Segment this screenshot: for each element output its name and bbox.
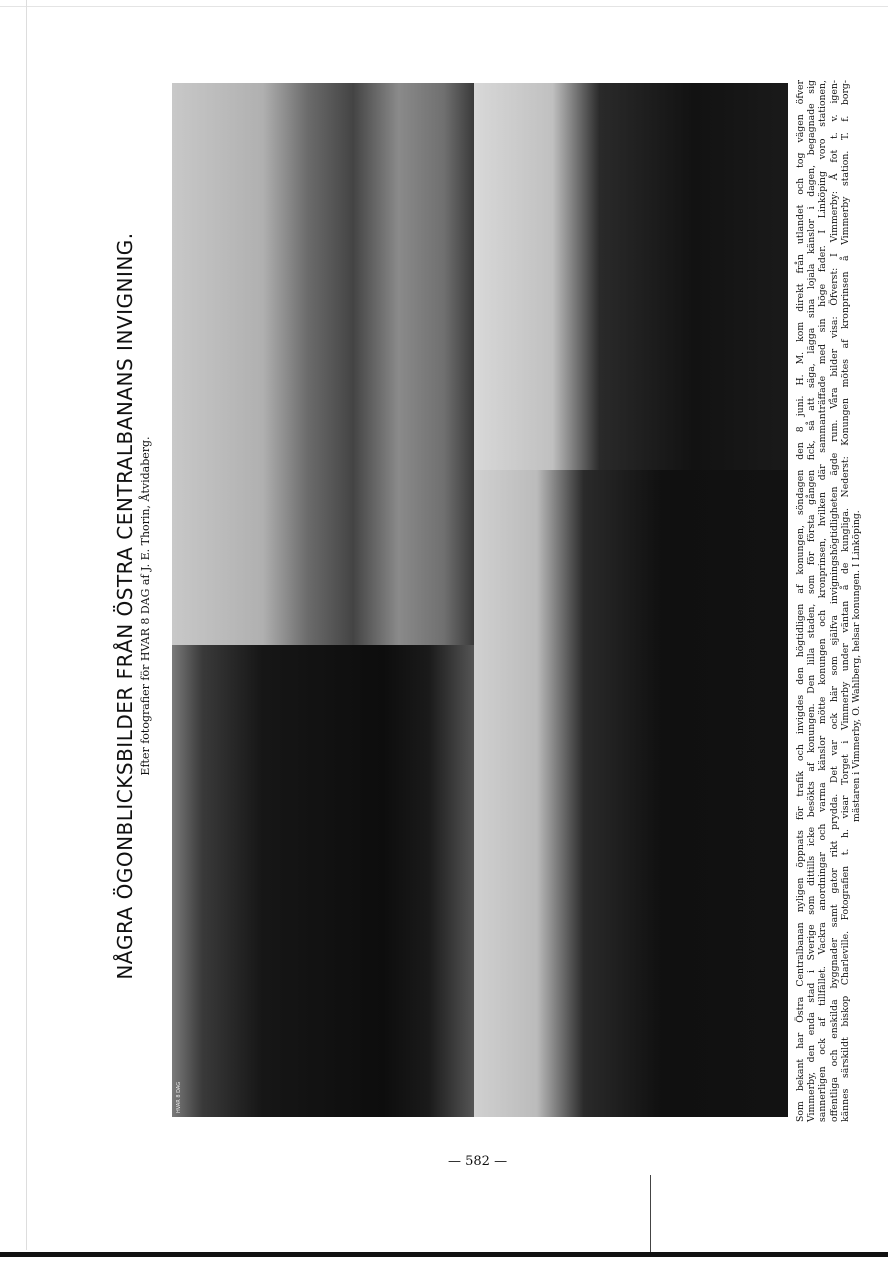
page-bottom-edge <box>0 1252 888 1257</box>
photo-vimmerby-square <box>172 83 474 645</box>
photo-king-met-by-crown-prince <box>474 470 788 1117</box>
heading-block <box>112 220 160 992</box>
caption-line: mästaren i Vimmerby, O. Wahlberg, helsar konungen. I Linköping. <box>851 510 863 822</box>
caption-line: Som bekant har Östra Centralbanan nyligen öppnats för trafik och invigdes den högtidligen af konungen, söndagen den 8 juni. H. M. kom direkt från utlandet och tog vägen öfver <box>795 80 806 1122</box>
caption-line: kännes särskildt biskop Charleville. Fotografien t. h. visar Torget i Vimmerby under väntan å de kungliga. Nederst: Konungen mötes af kronprinsen å Vimmerby station. T. f. borg- <box>839 80 851 1122</box>
caption <box>795 80 863 1122</box>
photo-linkoping <box>474 83 788 470</box>
photo-vimmerby-bishop <box>172 645 474 1117</box>
caption-line: offentliga och enskilda byggnader samt gator rikt prydda. Det var ock här som själfva invigningshögtidligheten ägde rum. Våra bilder visa: Öfverst: I Vimmerby: Å fot t. v. igen- <box>828 80 840 1122</box>
photo-watermark: HVAR 8 DAG <box>176 1081 182 1113</box>
page-title: NÅGRA ÖGONBLICKSBILDER FRÅN ÖSTRA CENTRALBANANS INVIGNING. <box>113 232 137 980</box>
caption-line: Vimmerby, den enda stad i Sverige som dittills icke besökts af konungen. Den lilla staden, som för första gången fick, så att säga, lägga sina lojala känslor i dagen, begagnade sig <box>806 80 818 1122</box>
caption-line: sannerligen ock af tillfället. Vackra anordningar och varma känslor mötte konungen och kronprinsen, hvilken där sammanträffade med sin höge fader. I Linköping voro stationen, <box>817 80 829 1122</box>
page-number: — 582 — <box>448 1154 508 1169</box>
page-edge-top <box>0 6 888 7</box>
page-edge-left <box>26 0 27 1250</box>
page-subtitle: Efter fotografier för HVAR 8 DAG af J. E. Thorin, Åtvidaberg. <box>139 436 152 776</box>
divider-line <box>650 1175 651 1253</box>
